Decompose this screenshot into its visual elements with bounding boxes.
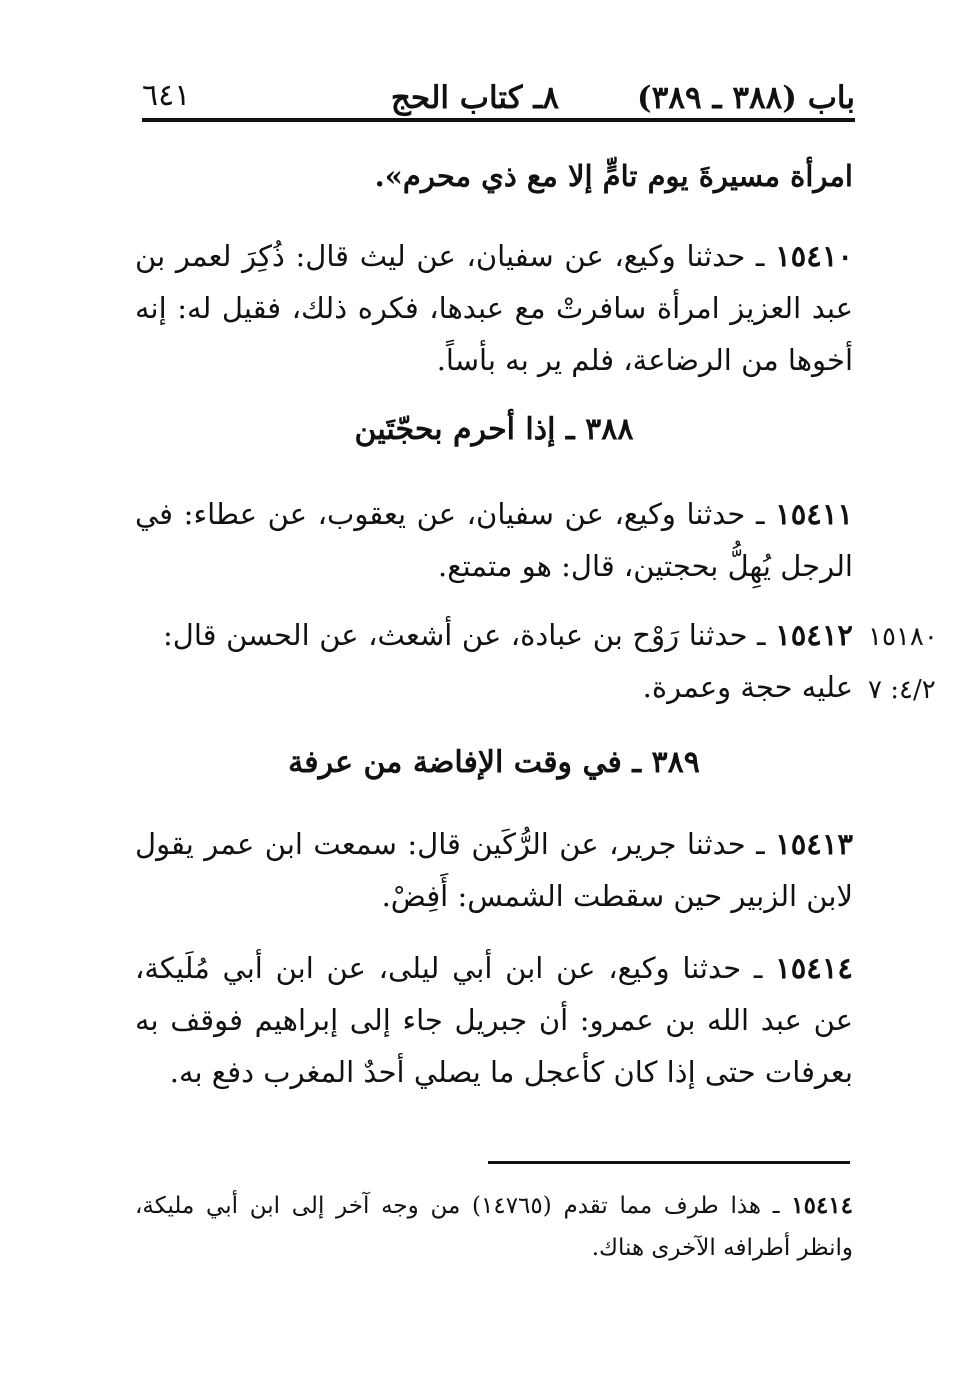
hadith-text: ـ حدثنا رَوْح بن عبادة، عن أشعث، عن الحسن قال: عليه حجة وعمرة. <box>163 618 853 704</box>
hadith-text: ـ حدثنا وكيع، عن سفيان، عن يعقوب، عن عطاء: في الرجل يُهِلُّ بحجتين، قال: هو متمتع. <box>135 497 853 583</box>
section-heading-388: ٣٨٨ ـ إذا أحرم بحجّتَين <box>354 412 634 447</box>
hadith-text: ـ حدثنا وكيع، عن سفيان، عن ليث قال: ذُكِرَ لعمر بن عبد العزيز امرأة سافرتْ مع عبدها، فكره ذلك، فقيل له: إنه أخوها من الرضاعة، فلم ير به بأساً. <box>135 239 853 377</box>
continuation-text: امرأة مسيرةَ يوم تامٍّ إلا مع ذي محرم». <box>374 159 853 193</box>
footnote-divider <box>488 1161 850 1164</box>
hadith-text: ـ حدثنا وكيع، عن ابن أبي ليلى، عن ابن أبي مُلَيكة، عن عبد الله بن عمرو: أن جبريل جاء إلى إبراهيم فوقف به بعرفات حتى إذا كان كأعجل ما يصلي أحدٌ المغرب دفع به. <box>135 951 853 1089</box>
hadith-15410 <box>135 230 853 386</box>
margin-reference-number: ١٥١٨٠ <box>868 622 938 652</box>
hadith-15413 <box>135 818 853 922</box>
footnote <box>135 1185 853 1269</box>
margin-reference-volume: ٤/٢: ٧ <box>868 675 936 705</box>
footnote-number: ١٥٤١٤ <box>791 1192 854 1219</box>
hadith-15414 <box>135 942 853 1098</box>
hadith-number: ١٥٤١٢ <box>775 618 854 652</box>
footnote-text: ـ هذا طرف مما تقدم (١٤٧٦٥) من وجه آخر إلى ابن أبي مليكة، وانظر أطرافه الآخرى هناك. <box>135 1193 853 1261</box>
chapter-range: باب (٣٨٨ ـ ٣٨٩) <box>637 80 855 116</box>
hadith-number: ١٥٤١٠ <box>775 239 853 273</box>
hadith-number: ١٥٤١٤ <box>775 951 854 985</box>
page-number: ٦٤١ <box>142 78 191 113</box>
hadith-15411 <box>135 488 853 592</box>
section-heading-389: ٣٨٩ ـ في وقت الإفاضة من عرفة <box>288 745 700 780</box>
continuation-paragraph <box>135 150 853 202</box>
hadith-15412 <box>163 609 853 713</box>
header-divider <box>142 118 855 122</box>
hadith-number: ١٥٤١٣ <box>775 827 854 861</box>
hadith-number: ١٥٤١١ <box>775 497 854 531</box>
hadith-text: ـ حدثنا جرير، عن الرُّكَين قال: سمعت ابن عمر يقول لابن الزبير حين سقطت الشمس: أَفِضْ. <box>135 827 853 913</box>
book-title: ٨ـ كتاب الحج <box>390 80 560 116</box>
